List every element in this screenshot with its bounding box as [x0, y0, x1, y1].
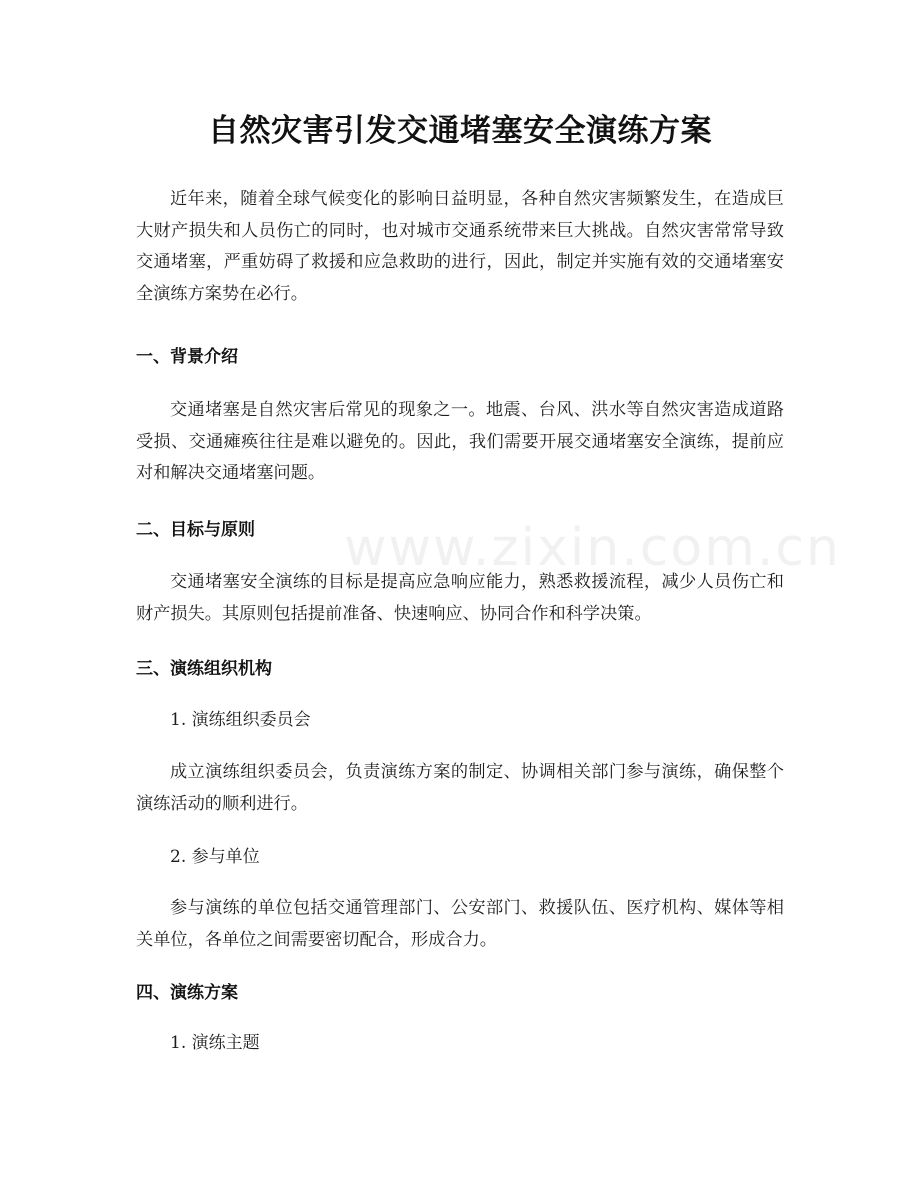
section-heading-background: 一、背景介绍 [136, 347, 238, 367]
intro-paragraph: 近年来，随着全球气候变化的影响日益明显，各种自然灾害频繁发生，在造成巨大财产损失和人员伤亡的同时，也对城市交通系统带来巨大挑战。自然灾害常常导致交通堵塞，严重妨碍了救援和应急救助的进行，因此，制定并实施有效的交通堵塞安全演练方案势在必行。 [136, 189, 784, 305]
subitem-label-theme: 1. 演练主题 [170, 1033, 260, 1053]
section-heading-goals: 二、目标与原则 [136, 520, 255, 540]
section-heading-plan: 四、演练方案 [136, 983, 238, 1003]
section-heading-organization: 三、演练组织机构 [136, 659, 272, 679]
subitem-label-participants: 2. 参与单位 [170, 847, 260, 867]
subitem-label-committee: 1. 演练组织委员会 [170, 710, 311, 730]
watermark-text: www.zixin.com.cn [344, 518, 841, 578]
subitem-paragraph-committee: 成立演练组织委员会，负责演练方案的制定、协调相关部门参与演练，确保整个演练活动的顺利进行。 [136, 762, 784, 814]
section-paragraph-background: 交通堵塞是自然灾害后常见的现象之一。地震、台风、洪水等自然灾害造成道路受损、交通瘫痪往往是难以避免的。因此，我们需要开展交通堵塞安全演练，提前应对和解决交通堵塞问题。 [136, 400, 784, 484]
subitem-paragraph-participants: 参与演练的单位包括交通管理部门、公安部门、救援队伍、医疗机构、媒体等相关单位，各单位之间需要密切配合，形成合力。 [136, 898, 784, 950]
document-title: 自然灾害引发交通堵塞安全演练方案 [208, 113, 712, 149]
section-paragraph-goals: 交通堵塞安全演练的目标是提高应急响应能力，熟悉救援流程，减少人员伤亡和财产损失。其原则包括提前准备、快速响应、协同合作和科学决策。 [136, 572, 784, 624]
